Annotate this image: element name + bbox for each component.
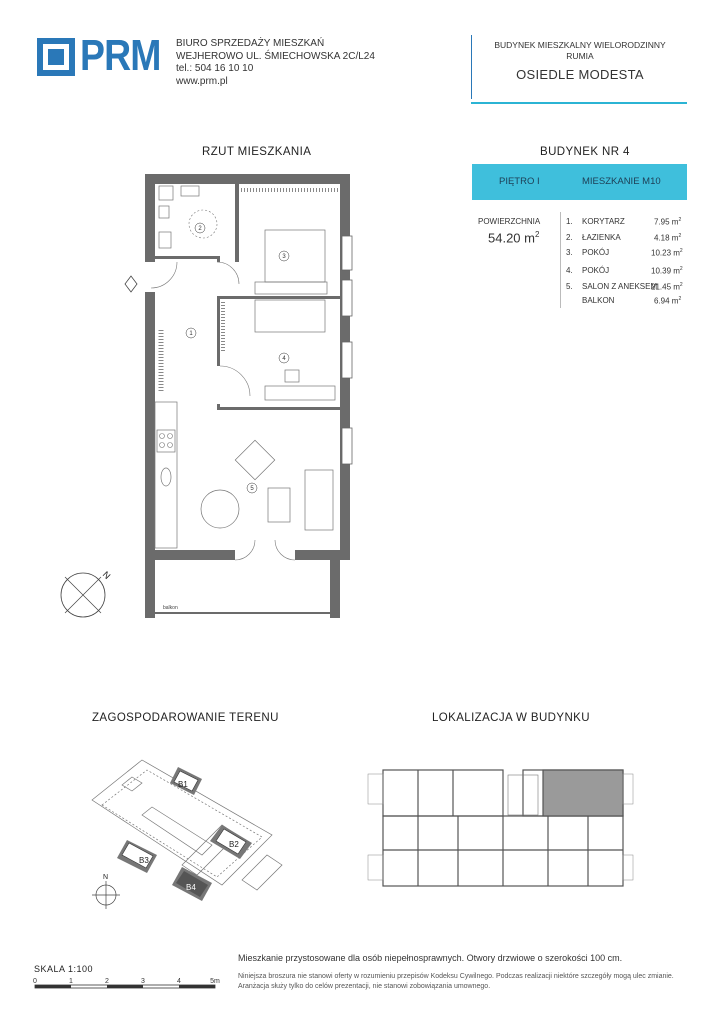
apartment-bar bbox=[472, 164, 687, 200]
site-building-b1: B1 bbox=[178, 780, 188, 789]
accessibility-note: Mieszkanie przystosowane dla osób niepełnosprawnych. Otwory drzwiowe o szerokości 100 cm. bbox=[238, 953, 623, 963]
room-name: SALON Z ANEKSEM bbox=[582, 282, 658, 291]
apartment-label: MIESZKANIE M10 bbox=[582, 176, 661, 187]
compass-icon bbox=[55, 565, 115, 625]
building-number: BUDYNEK NR 4 bbox=[540, 146, 630, 158]
building-location-plan bbox=[358, 760, 638, 895]
room-label-2: 2 bbox=[198, 226, 202, 232]
office-name: BIURO SPRZEDAŻY MIESZKAŃ bbox=[176, 38, 325, 49]
header-divider bbox=[471, 35, 472, 99]
room-area: 21.45 $m^2$ bbox=[651, 282, 683, 292]
area-label: POWIERZCHNIA bbox=[478, 217, 541, 226]
building-type bbox=[480, 40, 680, 62]
logo-mark bbox=[37, 38, 75, 76]
room-row: 1. bbox=[566, 217, 573, 226]
room-name: POKÓJ bbox=[582, 248, 610, 257]
scale-label: SKALA 1:100 bbox=[34, 964, 94, 974]
room-name: ŁAZIENKA bbox=[582, 233, 621, 242]
logo-text: PRM bbox=[80, 31, 161, 80]
site-plan bbox=[82, 755, 312, 920]
building-type-line: BUDYNEK MIESZKALNY WIELORODZINNY bbox=[494, 40, 666, 50]
estate-name: OSIEDLE MODESTA bbox=[516, 67, 644, 82]
room-row: 3. bbox=[566, 248, 573, 257]
scale-tick: 5m bbox=[210, 978, 220, 985]
site-building-b4: B4 bbox=[186, 883, 196, 892]
disclaimer-line: Aranżacja służy tylko do celów prezentacji, nie stanowi zobowiązania umownego. bbox=[238, 983, 491, 990]
plan-north-label: N bbox=[100, 569, 113, 582]
area-value: 54.20 $m^2$ bbox=[488, 230, 540, 246]
room-row: 4. bbox=[566, 266, 573, 275]
site-plan-title: ZAGOSPODAROWANIE TERENU bbox=[92, 712, 279, 724]
room-row: 2. bbox=[566, 233, 573, 242]
scale-tick: 0 bbox=[33, 978, 37, 985]
room-name: KORYTARZ bbox=[582, 217, 625, 226]
site-building-b3: B3 bbox=[139, 856, 149, 865]
sales-office-info bbox=[176, 38, 375, 88]
room-name: BALKON bbox=[582, 296, 615, 305]
floor-plan bbox=[55, 172, 365, 632]
highlighted-apartment bbox=[543, 770, 623, 816]
header-underline bbox=[471, 102, 687, 104]
room-area: 10.39 $m^2$ bbox=[651, 266, 683, 276]
scale-tick: 3 bbox=[141, 978, 145, 985]
room-area: 4.18 $m^2$ bbox=[654, 233, 682, 243]
disclaimer-line: Niniejsza broszura nie stanowi oferty w rozumieniu przepisów Kodeksu Cywilnego. Podczas realizacji niektóre szczegóły mogą ulec zmianie. bbox=[238, 973, 674, 980]
room-name: POKÓJ bbox=[582, 266, 610, 275]
rooms-divider bbox=[560, 212, 561, 308]
room-area: 7.95 $m^2$ bbox=[654, 217, 682, 227]
scale-tick: 2 bbox=[105, 978, 109, 985]
plan-title: RZUT MIESZKANIA bbox=[202, 146, 312, 158]
room-label-1: 1 bbox=[189, 331, 193, 337]
office-phone: tel.: 504 16 10 10 bbox=[176, 63, 254, 74]
room-label-4: 4 bbox=[282, 356, 286, 362]
building-city: RUMIA bbox=[566, 51, 594, 61]
scale-bar bbox=[30, 975, 230, 997]
office-address: WEJHEROWO UL. ŚMIECHOWSKA 2C/L24 bbox=[176, 50, 375, 62]
room-area: 10.23 $m^2$ bbox=[651, 248, 683, 258]
scale-tick: 4 bbox=[177, 978, 181, 985]
disclaimer bbox=[238, 972, 678, 992]
room-area: 6.94 $m^2$ bbox=[654, 296, 682, 306]
scale-tick: 1 bbox=[69, 978, 73, 985]
room-label-5: 5 bbox=[250, 486, 254, 492]
balcony-label: balkon bbox=[163, 605, 178, 611]
room-row: 5. bbox=[566, 282, 573, 291]
office-website: www.prm.pl bbox=[176, 75, 228, 87]
location-title: LOKALIZACJA W BUDYNKU bbox=[432, 712, 590, 724]
floor-label: PIĘTRO I bbox=[499, 176, 540, 187]
site-north-label: N bbox=[103, 874, 109, 881]
site-building-b2: B2 bbox=[229, 840, 239, 849]
room-label-3: 3 bbox=[282, 254, 286, 260]
